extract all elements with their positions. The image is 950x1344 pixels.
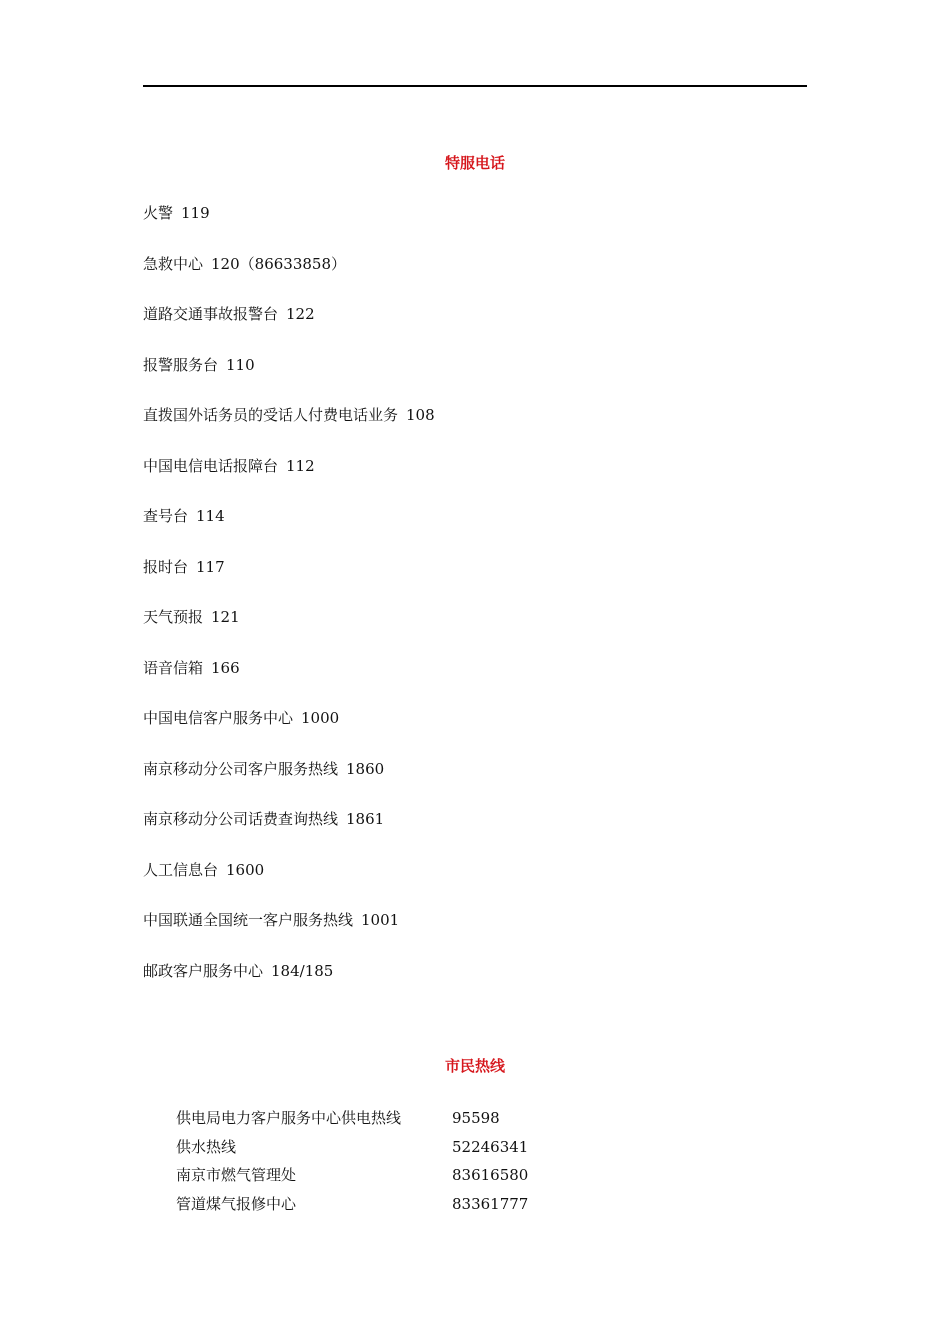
entry-number: 1860 (346, 759, 385, 778)
entry-number: 1001 (361, 911, 400, 929)
header-rule (143, 85, 807, 87)
entry-name: 邮政客户服务中心 (143, 961, 264, 980)
hotline-number: 83616580 (452, 1166, 529, 1185)
list-item (143, 809, 435, 860)
entry-name: 南京移动分公司客户服务热线 (143, 759, 339, 778)
entry-name: 中国电信电话报障台 (143, 456, 279, 475)
list-item (143, 254, 435, 305)
entry-name: 火警 (143, 204, 174, 222)
entry-number: 120（86633858） (211, 254, 346, 273)
entry-name: 报警服务台 (143, 355, 219, 374)
entry-name: 直拨国外话务员的受话人付费电话业务 (143, 406, 399, 424)
table-row (176, 1104, 528, 1133)
entry-number: 108 (406, 406, 435, 424)
section-title-citizen-hotlines: 市民热线 (444, 1057, 505, 1075)
list-item (143, 203, 435, 254)
hotline-name: 管道煤气报修中心 (176, 1194, 297, 1213)
entry-number: 166 (211, 658, 240, 677)
entry-number: 119 (181, 204, 210, 222)
entry-number: 121 (211, 608, 240, 626)
entry-name: 中国联通全国统一客户服务热线 (143, 911, 354, 929)
list-item (143, 405, 435, 456)
table-row (176, 1190, 528, 1219)
list-item (143, 355, 435, 406)
entry-number: 112 (286, 456, 315, 475)
entry-name: 查号台 (143, 507, 189, 525)
list-item (143, 708, 435, 759)
list-item (143, 456, 435, 507)
list-item (143, 658, 435, 709)
entry-name: 急救中心 (143, 254, 204, 273)
entry-number: 1861 (346, 810, 385, 828)
list-item (143, 304, 435, 355)
entry-name: 道路交通事故报警台 (143, 305, 279, 323)
hotline-name: 供水热线 (176, 1137, 237, 1156)
entry-number: 184/185 (271, 961, 334, 980)
list-item (143, 557, 435, 608)
entry-name: 南京移动分公司话费查询热线 (143, 810, 339, 828)
entry-name: 中国电信客户服务中心 (143, 709, 294, 727)
entry-number: 114 (196, 507, 225, 525)
list-item (143, 961, 435, 1012)
special-phone-list (143, 203, 435, 1011)
entry-name: 天气预报 (143, 608, 204, 626)
citizen-hotline-table (176, 1104, 528, 1218)
entry-number: 1000 (301, 709, 340, 727)
hotline-number: 83361777 (452, 1194, 529, 1213)
table-row (176, 1161, 528, 1190)
list-item (143, 910, 435, 961)
hotline-number: 52246341 (452, 1137, 529, 1156)
entry-name: 报时台 (143, 557, 189, 576)
hotline-name: 供电局电力客户服务中心供电热线 (176, 1109, 402, 1128)
hotline-name: 南京市燃气管理处 (176, 1166, 297, 1185)
entry-name: 人工信息台 (143, 860, 219, 879)
entry-number: 1600 (226, 860, 265, 879)
list-item (143, 506, 435, 557)
entry-name: 语音信箱 (143, 658, 204, 677)
list-item (143, 860, 435, 911)
entry-number: 117 (196, 557, 225, 576)
list-item (143, 759, 435, 810)
hotline-number: 95598 (452, 1109, 500, 1128)
section-title-special-phones: 特服电话 (444, 154, 505, 172)
list-item (143, 607, 435, 658)
entry-number: 122 (286, 305, 315, 323)
table-row (176, 1133, 528, 1162)
entry-number: 110 (226, 355, 255, 374)
